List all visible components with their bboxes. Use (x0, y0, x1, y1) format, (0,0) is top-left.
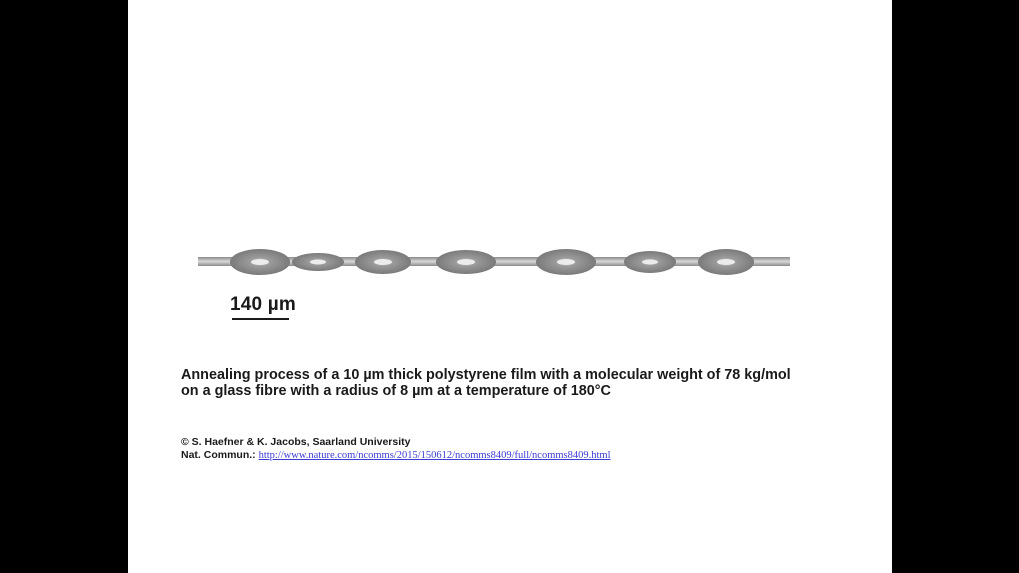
scale-bar-label: 140 µm (230, 294, 297, 315)
article-link[interactable]: http://www.nature.com/ncomms/2015/150612/ncomms8409/full/ncomms8409.html (258, 450, 611, 461)
caption-text: Annealing process of a 10 µm thick polystyrene film with a molecular weight of 78 kg/mol on a glass fibre with a radius of 8 µm at a temperature of 180°C (181, 367, 791, 399)
credit-block (181, 436, 611, 462)
copyright-line: © S. Haefner & K. Jacobs, Saarland University (181, 436, 411, 448)
journal-line (181, 449, 611, 462)
droplets (230, 249, 754, 275)
slide-frame (128, 0, 892, 573)
fibre-droplet-image (198, 244, 790, 280)
scale-bar (232, 318, 289, 320)
journal-label: Nat. Commun.: (181, 449, 256, 461)
